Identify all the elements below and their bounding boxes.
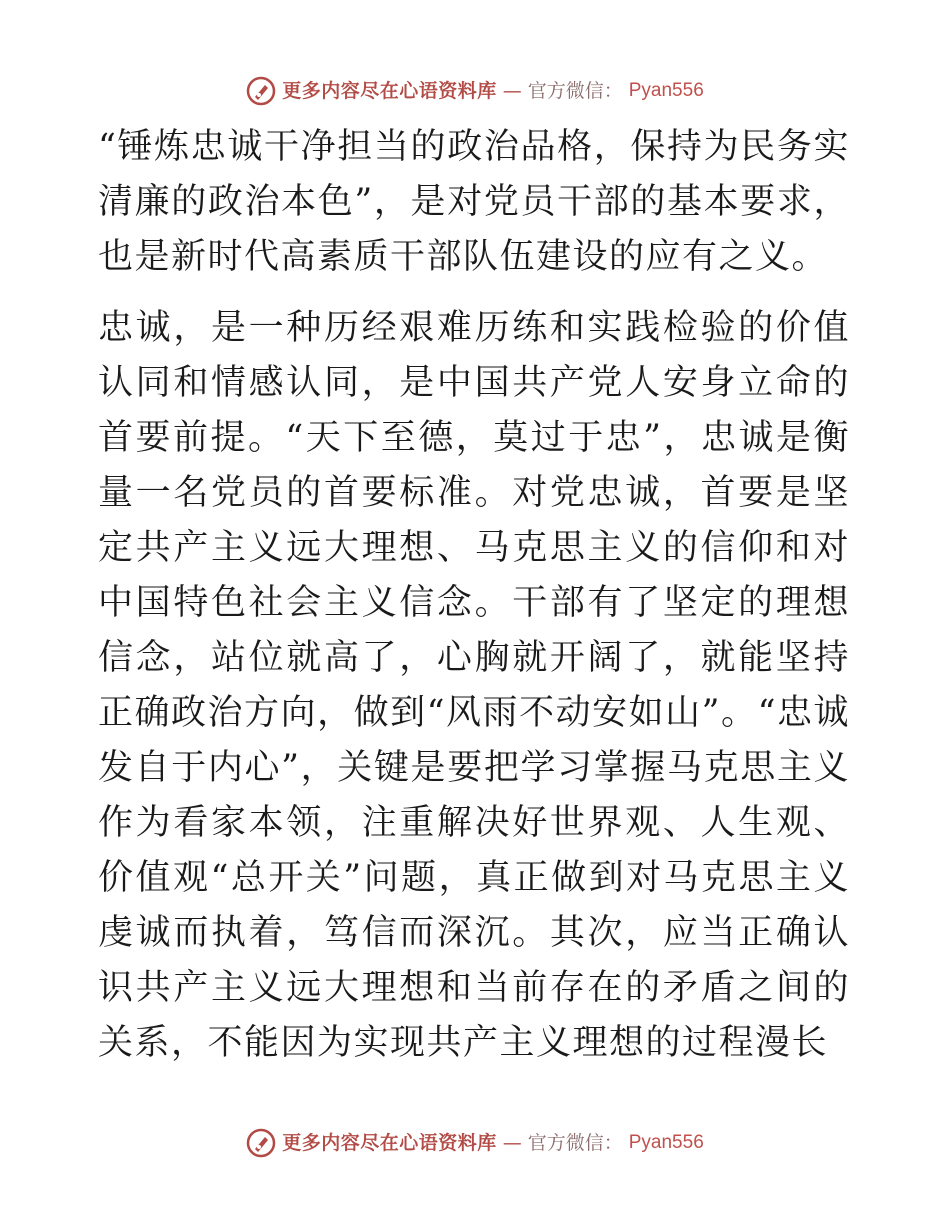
watermark-wechat-id: Pyan556	[628, 1132, 704, 1153]
paragraph-loyalty: 忠诚，是一种历经艰难历练和实践检验的价值认同和情感认同，是中国共产党人安身立命的首要前提。“天下至德，莫过于忠”，忠诚是衡量一名党员的首要标准。对党忠诚，首要是坚定共产主义远大理想、马克思主义的信仰和对中国特色社会主义信念。干部有了坚定的理想信念，站位就高了，心胸就开阔了，就能坚持正确政治方向，做到“风雨不动安如山”。“忠诚发自于内心”，关键是要把学习掌握马克思主义作为看家本领，注重解决好世界观、人生观、价值观“总开关”问题，真正做到对马克思主义虔诚而执着，笃信而深沉。其次，应当正确认识共产主义远大理想和当前存在的矛盾之间的关系，不能因为实现共产主义理想的过程漫长	[98, 308, 850, 1063]
watermark-title: 更多内容尽在心语资料库	[282, 1132, 497, 1154]
watermark-title: 更多内容尽在心语资料库	[282, 80, 497, 102]
footer-watermark	[0, 1128, 950, 1158]
pen-nib-logo-icon	[246, 76, 276, 106]
header-watermark	[0, 76, 950, 106]
watermark-dash: —	[502, 1132, 522, 1154]
watermark-wechat-label: 官方微信：	[527, 80, 623, 102]
watermark-wechat-label: 官方微信：	[527, 1132, 623, 1154]
watermark-wechat-id: Pyan556	[628, 80, 704, 101]
paragraph-intro: “锤炼忠诚干净担当的政治品格，保持为民务实清廉的政治本色”，是对党员干部的基本要求，也是新时代高素质干部队伍建设的应有之义。	[98, 127, 850, 277]
pen-nib-logo-icon	[246, 1128, 276, 1158]
document-body	[98, 120, 850, 1071]
watermark-dash: —	[502, 80, 522, 102]
